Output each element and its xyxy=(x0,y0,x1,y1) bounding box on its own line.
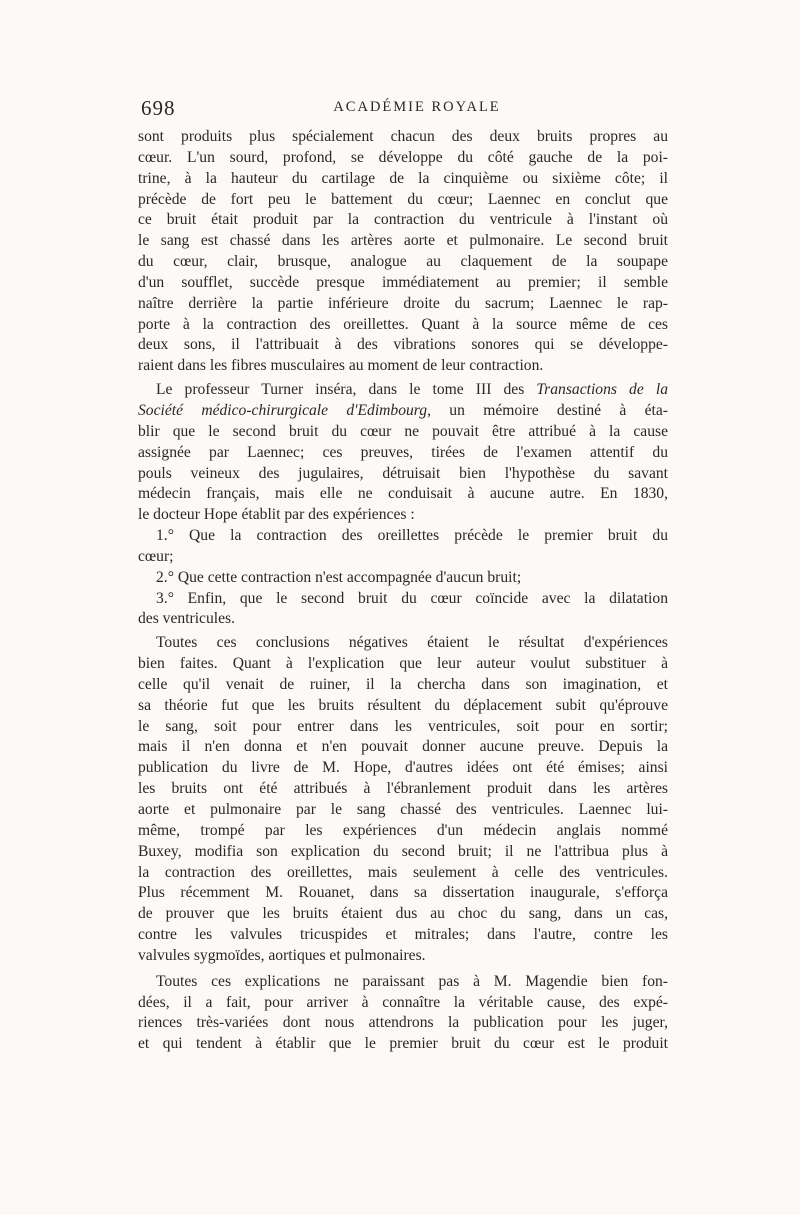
text-line: le docteur Hope établit par des expériences : xyxy=(138,506,415,524)
paragraph-4 xyxy=(138,972,668,1055)
text-line xyxy=(138,401,668,422)
text-line: dées, il a fait, pour arriver à connaître la véritable cause, des expé- xyxy=(138,993,668,1011)
text-line: le sang, soit pour entrer dans les ventricules, soit pour en sortir; xyxy=(138,717,668,735)
text-line: publication du livre de M. Hope, d'autres idées ont été émises; ainsi xyxy=(138,759,668,777)
text-line: médecin français, mais elle ne conduisait à aucune autre. En 1830, xyxy=(138,485,668,503)
page-number: 698 xyxy=(141,96,176,120)
page-header xyxy=(138,96,668,126)
list-item-2: 2.° Que cette contraction n'est accompagnée d'aucun bruit; xyxy=(156,568,522,586)
paragraph-2 xyxy=(138,380,668,526)
text-line: naître derrière la partie inférieure droite du sacrum; Laennec le rap- xyxy=(138,294,668,312)
text-line: même, trompé par les expériences d'un médecin anglais nommé xyxy=(138,821,668,839)
list-item-3-continued: des ventricules. xyxy=(138,610,235,628)
text-line: ce bruit était produit par la contraction du ventricule à l'instant où xyxy=(138,211,668,229)
list-item-1-continued: cœur; xyxy=(138,547,174,565)
text-line: Toutes ces conclusions négatives étaient le résultat d'expériences xyxy=(156,634,668,652)
text-line: Toutes ces explications ne paraissant pas à M. Magendie bien fon- xyxy=(156,972,668,990)
text-line: riences très-variées dont nous attendrons la publication pour les juger, xyxy=(138,1014,668,1032)
text-line: assignée par Laennec; ces preuves, tirées de l'examen attentif du xyxy=(138,443,668,461)
text-line: deux sons, il l'attribuait à des vibrations sonores qui se développe- xyxy=(138,336,668,354)
text-line: précède de fort peu le battement du cœur; Laennec en conclut que xyxy=(138,190,668,208)
text-line: aorte et pulmonaire par le sang chassé des ventricules. Laennec lui- xyxy=(138,801,668,818)
list-item-1: 1.° Que la contraction des oreillettes précède le premier bruit du xyxy=(156,527,668,545)
text-line: du cœur, clair, brusque, analogue au claquement de la soupape xyxy=(138,253,668,271)
paragraph-3 xyxy=(138,633,668,967)
text-line: celle qu'il venait de ruiner, il la chercha dans son imagination, et xyxy=(138,675,668,693)
text-line xyxy=(138,380,668,401)
text-line: sont produits plus spécialement chacun des deux bruits propres au xyxy=(138,128,668,145)
body-text xyxy=(138,127,668,1055)
text-line: raient dans les fibres musculaires au moment de leur contraction. xyxy=(138,357,544,375)
running-head: ACADÉMIE ROYALE xyxy=(333,99,501,115)
list-item-3: 3.° Enfin, que le second bruit du cœur coïncide avec la dilatation xyxy=(156,589,668,607)
text-run: , un mémoire destiné à éta- xyxy=(427,401,668,419)
text-run: Le professeur Turner inséra, dans le tome III des xyxy=(156,381,537,399)
text-line: pouls veineux des jugulaires, détruisait bien l'hypothèse du savant xyxy=(138,464,668,482)
text-line: mais il n'en donna et n'en pouvait donner aucune preuve. Depuis la xyxy=(138,738,668,756)
text-line: bien faites. Quant à l'explication que leur auteur voulut substituer à xyxy=(138,655,668,673)
text-line: sa théorie fut que les bruits résultent du déplacement subit qu'éprouve xyxy=(138,696,668,714)
text-line: de prouver que les bruits étaient dus au choc du sang, dans un cas, xyxy=(138,905,668,923)
text-line: cœur. L'un sourd, profond, se développe du côté gauche de la poi- xyxy=(138,148,668,166)
text-line: valvules sygmoïdes, aortiques et pulmonaires. xyxy=(138,946,426,964)
text-line: blir que le second bruit du cœur ne pouvait être attribué à la cause xyxy=(138,422,668,440)
journal-title-part-1: Transactions de la xyxy=(536,381,669,399)
text-line: la contraction des oreillettes, mais seulement à celle des ventricules. xyxy=(138,863,668,881)
text-line: les bruits ont été attribués à l'ébranlement produit dans les artères xyxy=(138,780,668,798)
text-line: Buxey, modifia son explication du second bruit; il ne l'attribua plus à xyxy=(138,842,668,860)
text-line: Plus récemment M. Rouanet, dans sa dissertation inaugurale, s'efforça xyxy=(138,884,668,902)
text-line: et qui tendent à établir que le premier bruit du cœur est le produit xyxy=(138,1035,668,1053)
text-line: contre les valvules tricuspides et mitrales; dans l'autre, contre les xyxy=(138,926,668,944)
findings-list xyxy=(138,526,668,630)
text-line: d'un soufflet, succède presque immédiatement au premier; il semble xyxy=(138,273,668,291)
text-line: porte à la contraction des oreillettes. Quant à la source même de ces xyxy=(138,315,668,333)
text-line: le sang est chassé dans les artères aorte et pulmonaire. Le second bruit xyxy=(138,232,668,250)
paragraph-1 xyxy=(138,127,668,377)
journal-title-part-2: Société médico-chirurgicale d'Edimbourg xyxy=(138,401,428,419)
text-line: trine, à la hauteur du cartilage de la cinquième ou sixième côte; il xyxy=(138,169,668,187)
